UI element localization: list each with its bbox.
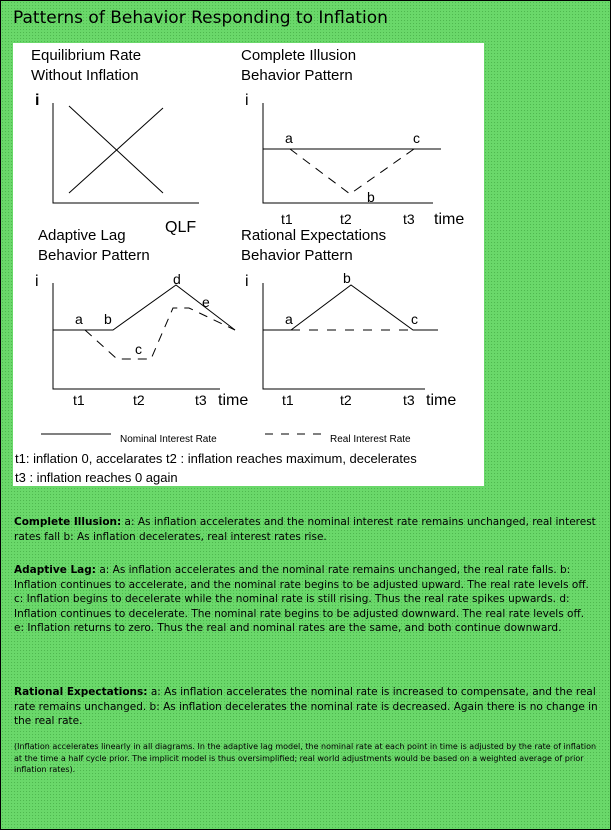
adaptive-lag-y-label: i <box>35 273 39 290</box>
equilibrium-panel <box>31 47 199 236</box>
diagrams-svg <box>13 43 484 486</box>
caption-line-2: t3 : inflation reaches 0 again <box>15 470 178 485</box>
complete-illusion-tick-t1: t1 <box>281 211 293 227</box>
complete-illusion-point-c: c <box>413 130 420 146</box>
diagram-figure <box>13 43 484 486</box>
equilibrium-title-2: Without Inflation <box>31 67 139 84</box>
complete-illusion-point-a: a <box>285 130 293 146</box>
complete-illusion-text: a: As inflation accelerates and the nominal interest rate remains unchanged, real interest rates fall b: As inflation decelerates, real interest rates rise. <box>14 516 596 543</box>
complete-illusion-y-label: i <box>245 92 249 109</box>
adaptive-lag-tick-t1: t1 <box>73 392 85 408</box>
legend-nominal-label: Nominal Interest Rate <box>120 434 217 445</box>
adaptive-lag-x-label: time <box>218 392 249 409</box>
adaptive-lag-paragraph <box>14 563 600 636</box>
complete-illusion-title-2: Behavior Pattern <box>241 67 353 84</box>
complete-illusion-tick-t3: t3 <box>403 211 415 227</box>
adaptive-lag-tick-t2: t2 <box>133 392 145 408</box>
complete-illusion-panel <box>241 47 464 228</box>
rational-expectations-heading: Rational Expectations: <box>14 686 148 698</box>
rational-expectations-tick-t3: t3 <box>403 392 415 408</box>
adaptive-lag-point-e: e <box>202 294 210 310</box>
page-title: Patterns of Behavior Responding to Inflation <box>13 8 388 28</box>
rational-expectations-tick-t1: t1 <box>282 392 294 408</box>
adaptive-lag-title-1: Adaptive Lag <box>38 227 126 244</box>
legend-real-label: Real Interest Rate <box>330 434 411 445</box>
equilibrium-x-label: QLF <box>165 219 197 236</box>
complete-illusion-point-b: b <box>367 189 375 205</box>
equilibrium-y-label: i <box>35 92 40 109</box>
adaptive-lag-panel <box>35 227 248 409</box>
rational-expectations-y-label: i <box>245 273 249 290</box>
adaptive-lag-point-d: d <box>173 271 181 287</box>
complete-illusion-heading: Complete Illusion: <box>14 516 122 528</box>
rational-expectations-panel <box>241 227 456 409</box>
adaptive-lag-heading: Adaptive Lag: <box>14 564 96 576</box>
adaptive-lag-title-2: Behavior Pattern <box>38 247 150 264</box>
footnote: (Inflation accelerates linearly in all diagrams. In the adaptive lag model, the nominal rate at each point in time is adjusted by the rate of inflation at the time a half cycle prior. The implicit model is thus oversimplified; real world adjustments would be based on a weighted average of prior inflation rates). <box>14 742 597 775</box>
rational-expectations-point-b: b <box>343 270 351 286</box>
rational-expectations-paragraph <box>14 685 600 729</box>
complete-illusion-paragraph <box>14 515 600 544</box>
legend <box>41 434 411 445</box>
caption-line-1: t1: inflation 0, accelarates t2 : inflation reaches maximum, decelerates <box>15 451 417 466</box>
adaptive-lag-point-a: a <box>75 311 83 327</box>
rational-expectations-title-2: Behavior Pattern <box>241 247 353 264</box>
equilibrium-title-1: Equilibrium Rate <box>31 47 142 64</box>
adaptive-lag-tick-t3: t3 <box>195 392 207 408</box>
rational-expectations-x-label: time <box>426 392 457 409</box>
complete-illusion-real-line <box>290 149 414 194</box>
adaptive-lag-text: a: As inflation accelerates and the nominal rate remains unchanged, the real rate falls. b: Inflation continues to accelerate, and the nominal rate begins to be adjusted upward. The real rate levels off. c: Inflation begins to decelerate while the nominal rate is still rising. Thus the real rate spikes upwards. d: Inflation continues to decelerate. The nominal rate begins to be adjusted downward. The real rate levels off. <box>14 564 589 620</box>
rational-expectations-tick-t2: t2 <box>340 392 352 408</box>
rational-expectations-point-a: a <box>285 311 293 327</box>
rational-expectations-point-c: c <box>411 311 418 327</box>
adaptive-lag-text-2: e: Inflation returns to zero. Thus the real and nominal rates are the same, and both continue downward. <box>14 622 562 634</box>
complete-illusion-tick-t2: t2 <box>340 211 352 227</box>
complete-illusion-x-label: time <box>434 211 465 228</box>
rational-expectations-text: a: As inflation accelerates the nominal rate is increased to compensate, and the real rate remains unchanged. b: As inflation decelerates the nominal rate is decreased. Again there is no change in the real rate. <box>14 686 598 727</box>
complete-illusion-title-1: Complete Illusion <box>241 47 357 64</box>
adaptive-lag-point-c: c <box>135 341 142 357</box>
rational-expectations-title-1: Rational Expectations <box>241 227 387 244</box>
adaptive-lag-point-b: b <box>104 311 112 327</box>
rational-expectations-axes <box>263 283 425 389</box>
